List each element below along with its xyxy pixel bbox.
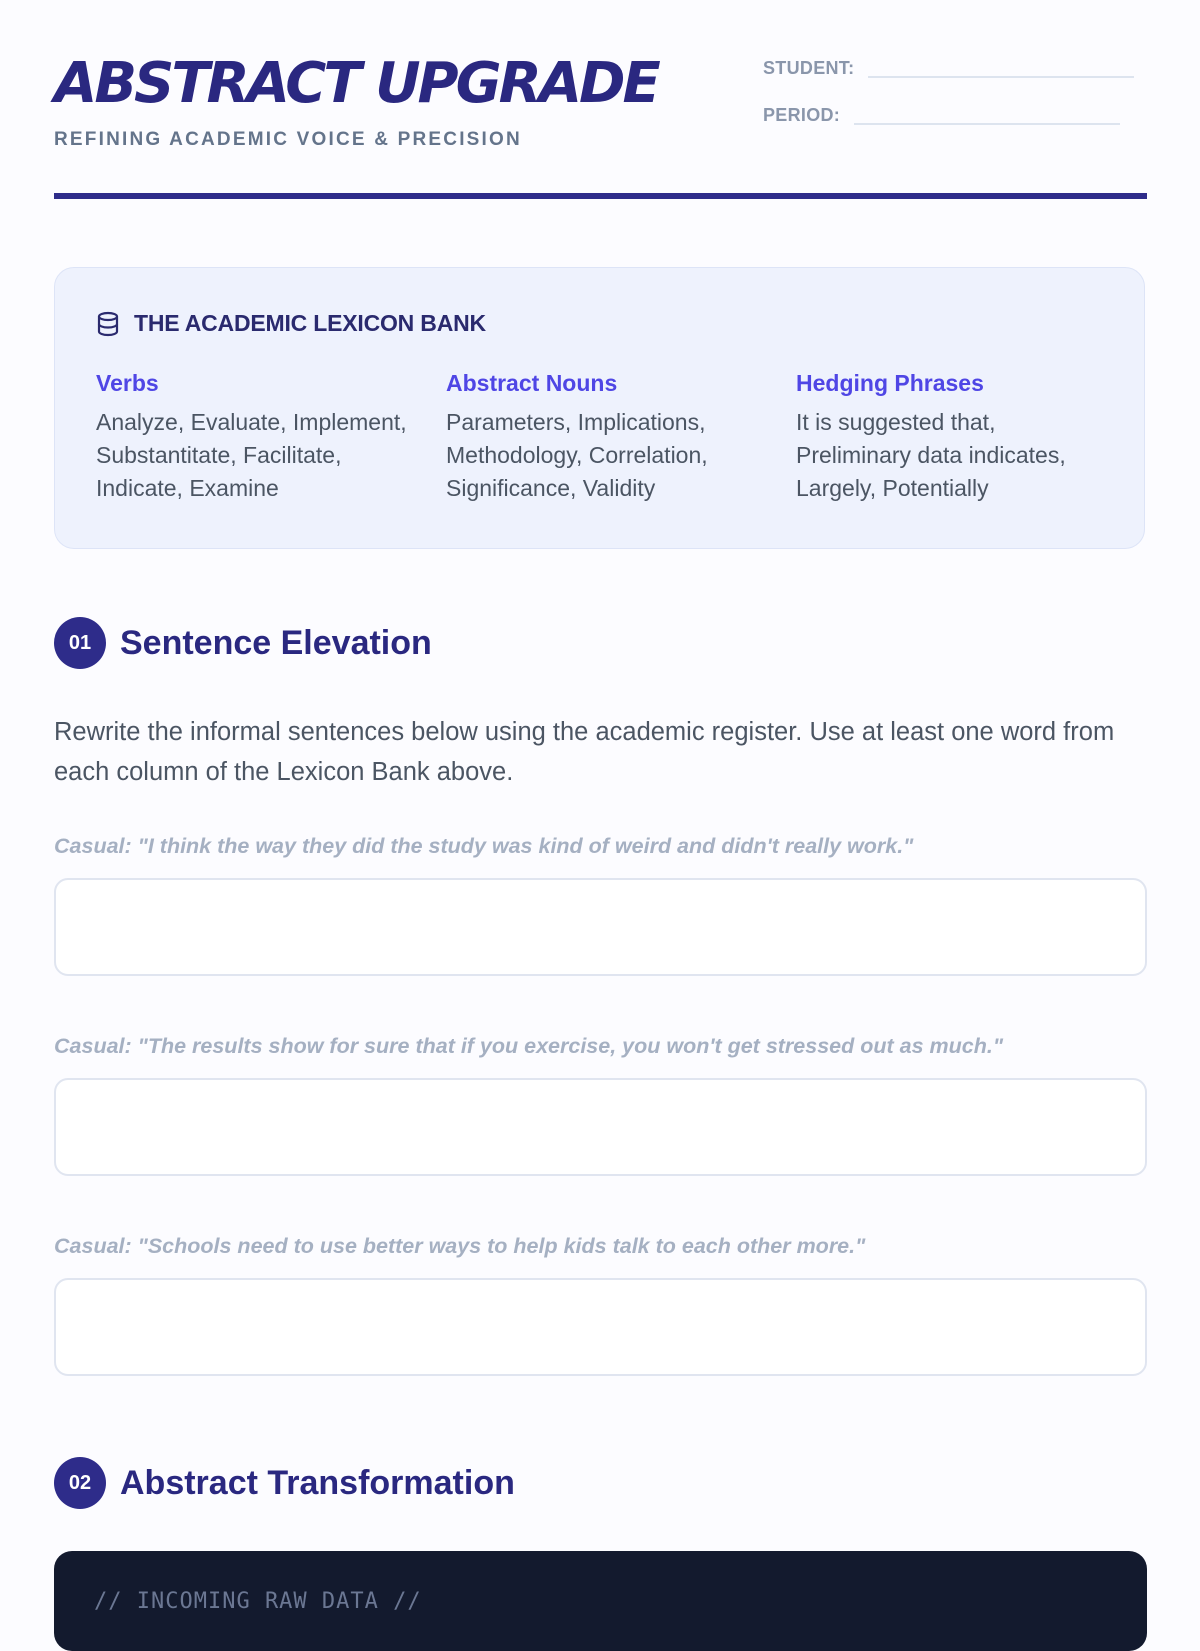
lexicon-column-words: Parameters, Implications, Methodology, Correlation, Significance, Validity [446, 409, 708, 501]
database-icon [96, 311, 120, 337]
section-heading-sentence-elevation [54, 617, 432, 669]
section-title: Abstract Transformation [120, 1463, 515, 1502]
lexicon-bank-header [96, 310, 486, 337]
section-number-badge: 02 [54, 1457, 106, 1509]
worksheet-page [54, 0, 1147, 1614]
lexicon-column-verbs [96, 370, 416, 505]
lexicon-column-abstract-nouns [446, 370, 766, 505]
lexicon-column-title: Hedging Phrases [796, 370, 984, 396]
student-field [763, 58, 1134, 79]
code-comment-line: // INCOMING RAW DATA // [94, 1589, 422, 1614]
rewrite-answer-field[interactable] [54, 878, 1147, 976]
lexicon-column-title: Verbs [96, 370, 159, 396]
casual-sentence-prompt: Casual: "The results show for sure that if you exercise, you won't get stressed out as much." [54, 1034, 1004, 1058]
student-label: STUDENT: [763, 58, 855, 78]
raw-data-code-block [54, 1551, 1147, 1651]
period-field [763, 105, 1120, 126]
section-number-badge: 01 [54, 617, 106, 669]
section-title: Sentence Elevation [120, 623, 432, 662]
lexicon-column-title: Abstract Nouns [446, 370, 618, 396]
lexicon-bank-panel [54, 267, 1145, 549]
casual-sentence-prompt: Casual: "I think the way they did the study was kind of weird and didn't really work." [54, 834, 914, 858]
worksheet-subtitle: REFINING ACADEMIC VOICE & PRECISION [54, 129, 522, 150]
period-label: PERIOD: [763, 105, 841, 125]
rewrite-answer-field[interactable] [54, 1278, 1147, 1376]
lexicon-column-words: Analyze, Evaluate, Implement, Substantitate, Facilitate, Indicate, Examine [96, 409, 407, 501]
header-divider [54, 193, 1147, 199]
student-name-line[interactable] [868, 76, 1134, 78]
lexicon-column-hedging-phrases [796, 370, 1116, 505]
lexicon-bank-title: THE ACADEMIC LEXICON BANK [134, 310, 486, 336]
casual-sentence-prompt: Casual: "Schools need to use better ways to help kids talk to each other more." [54, 1234, 866, 1258]
worksheet-header [54, 0, 1147, 200]
section-heading-abstract-transformation [54, 1457, 515, 1509]
rewrite-answer-field[interactable] [54, 1078, 1147, 1176]
period-line[interactable] [854, 123, 1120, 125]
worksheet-title: ABSTRACT UPGRADE [54, 51, 658, 116]
section-instructions: Rewrite the informal sentences below using the academic register. Use at least one word from each column of the Lexicon Bank above. [54, 718, 1115, 786]
lexicon-column-words: It is suggested that, Preliminary data indicates, Largely, Potentially [796, 409, 1066, 501]
